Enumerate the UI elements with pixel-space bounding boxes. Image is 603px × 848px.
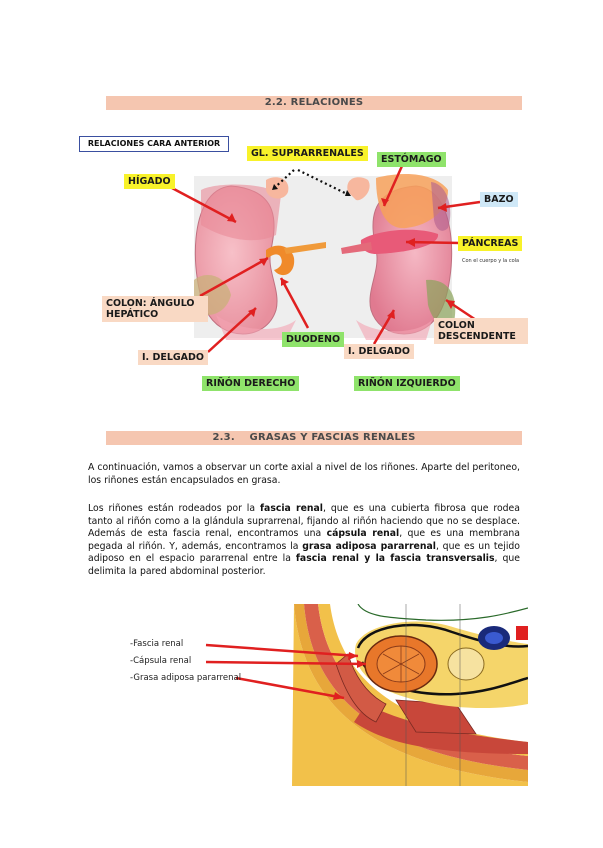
axial-section-illustration bbox=[96, 604, 528, 786]
label-higado: HÍGADO bbox=[124, 174, 175, 189]
p2-text-1: Los riñones están rodeados por la bbox=[88, 503, 260, 514]
section-header-grasas bbox=[106, 431, 522, 445]
label-bazo: BAZO bbox=[480, 192, 518, 207]
label-colon-descendente-text: COLON DESCENDENTE bbox=[438, 320, 516, 342]
p2-text-3: , que es una membrana pegada al riñón. Y, además, encontramos la bbox=[88, 528, 520, 552]
section-header-relaciones: 2.2. RELACIONES bbox=[106, 96, 522, 110]
section-header-grasas-text: 2.3. GRASAS Y FASCIAS RENALES bbox=[212, 432, 416, 443]
p2-text-2: , que es una cubierta fibrosa que rodea tanto al riñón como a la glándula suprarrenal, fijando al riñón haciendo que no se desplace. Además de esta fascia renal, encontramos una bbox=[88, 503, 520, 540]
label-i-delgado-left: I. DELGADO bbox=[138, 350, 208, 365]
axial-section-figure bbox=[96, 604, 528, 786]
relations-figure bbox=[76, 130, 528, 400]
intro-paragraph: A continuación, vamos a observar un corte axial a nivel de los riñones. Aparte del peritoneo, los riñones están encapsulados en grasa. bbox=[88, 462, 520, 486]
term-fascia-transversalis: fascia renal y la fascia transversalis bbox=[295, 553, 495, 565]
label-rinon-izquierdo: RIÑÓN IZQUIERDO bbox=[354, 376, 460, 391]
cut-label-fascia-renal: -Fascia renal bbox=[130, 639, 184, 649]
label-colon-hepatico-text: COLON: ÁNGULO HEPÁTICO bbox=[106, 298, 195, 320]
term-capsula-renal: cápsula renal bbox=[326, 528, 400, 540]
label-estomago: ESTÓMAGO bbox=[377, 152, 446, 167]
label-suprarrenales: GL. SUPRARRENALES bbox=[247, 146, 368, 161]
label-colon-descendente bbox=[434, 318, 528, 344]
fascias-paragraph bbox=[88, 503, 520, 579]
label-colon-hepatico bbox=[102, 296, 208, 322]
cut-label-grasa-adiposa: -Grasa adiposa pararrenal bbox=[130, 673, 242, 683]
label-i-delgado-right: I. DELGADO bbox=[344, 344, 414, 359]
relaciones-box-label: RELACIONES CARA ANTERIOR bbox=[79, 136, 229, 152]
label-rinon-derecho: RIÑÓN DERECHO bbox=[202, 376, 299, 391]
label-pancreas: PÁNCREAS bbox=[458, 236, 522, 251]
pancreas-note: Con el cuerpo y la cola bbox=[462, 258, 520, 264]
term-fascia-renal: fascia renal bbox=[260, 503, 323, 514]
label-duodeno: DUODENO bbox=[282, 332, 344, 347]
cut-label-capsula-renal: -Cápsula renal bbox=[130, 656, 192, 666]
p2-text-5: , que delimita la pared abdominal posterior. bbox=[88, 553, 520, 577]
p2-text-4: , que es un tejido adiposo en el espacio pararrenal entre la bbox=[88, 540, 520, 565]
term-grasa-adiposa: grasa adiposa pararrenal bbox=[302, 540, 436, 552]
